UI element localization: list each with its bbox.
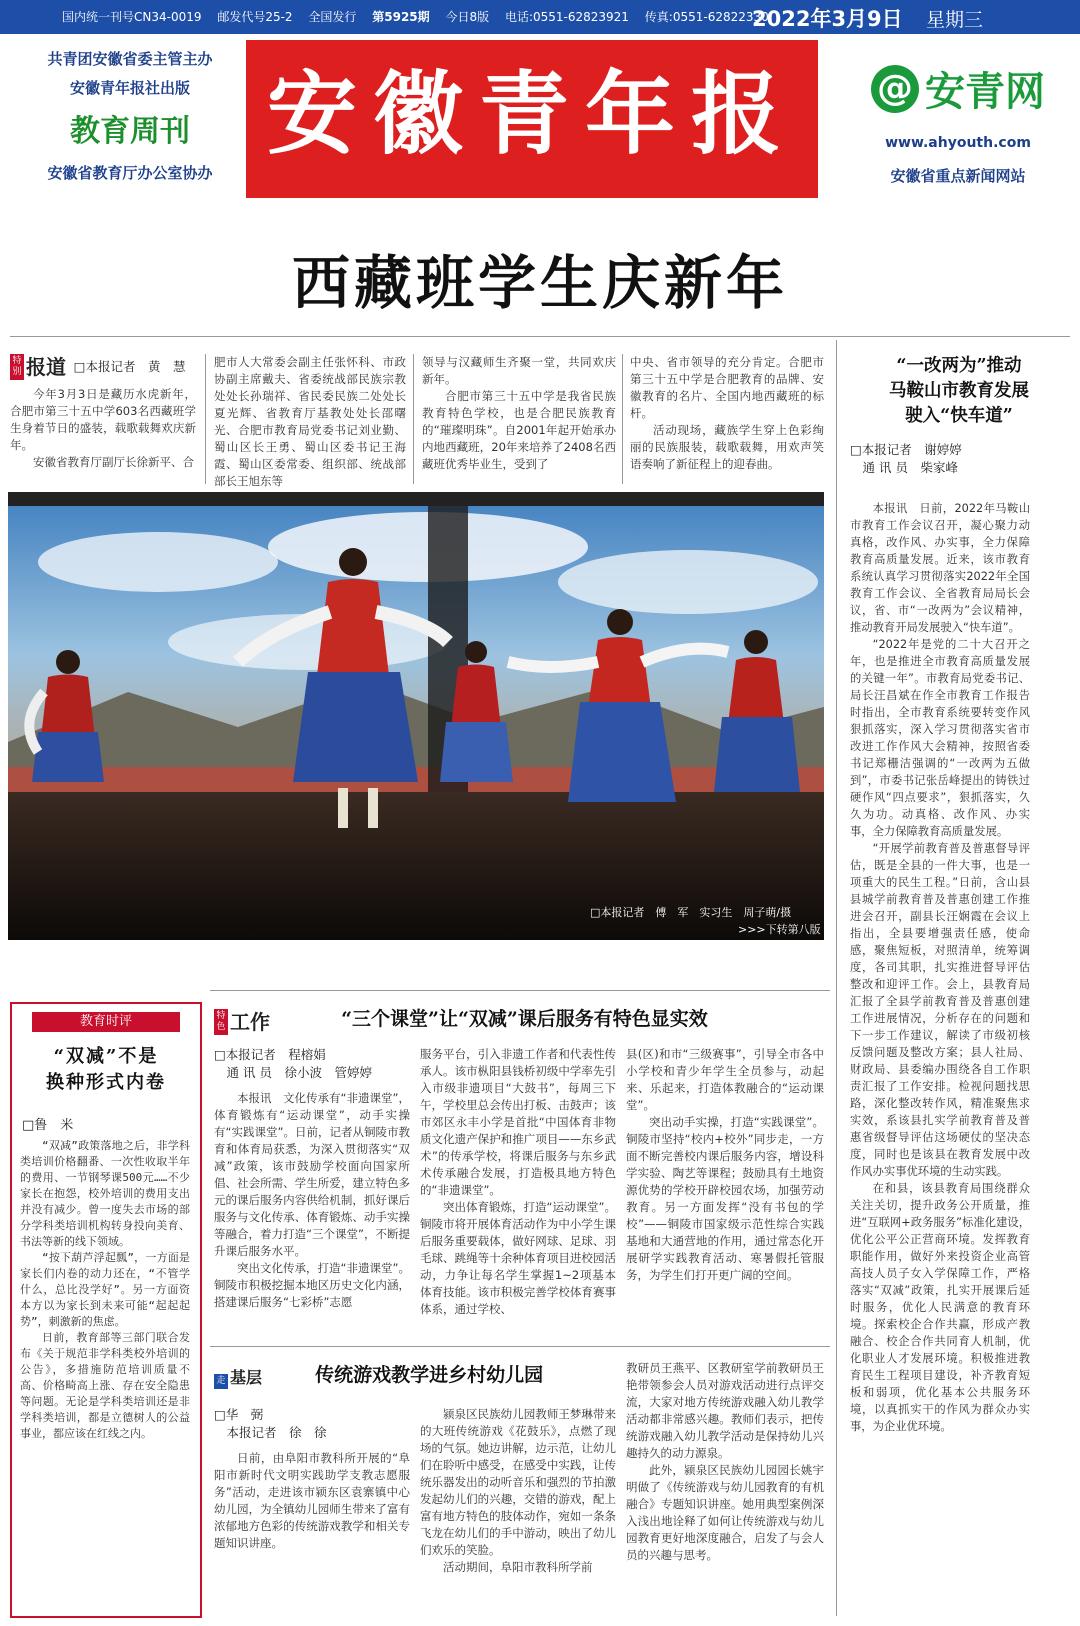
paragraph: 颍泉区民族幼儿园教师王梦琳带来的大班传统游戏《花鼓乐》，点燃了现场的气氛。她边讲解，边示范，让幼儿们在聆听中感受，在感受中实践，让传统乐器发出的动听音乐和强烈的节拍激发起幼儿们的兴趣，交错的游戏，配上富有地方特色的肢体动作，宛如一条条飞龙在幼儿们的手中游动，映出了幼儿们欢乐的笑脸。 bbox=[420, 1407, 616, 1557]
at-icon: @ bbox=[871, 65, 919, 113]
sponsor-text: 共青团安徽省委主管主办 bbox=[47, 50, 213, 68]
lead-col-4 bbox=[630, 354, 824, 473]
lead-headline: 西藏班学生庆新年 bbox=[291, 249, 788, 317]
masthead-left bbox=[30, 48, 230, 183]
paragraph: “2022年是党的二十大召开之年，也是推进全市教育高质量发展的关键一年”。市教育局党委书记、局长汪昌斌在作全市教育工作报告时指出，全市教育系统要转变作风狠抓落实，深入学习贯彻落实省市改进工作作风大会精神，按照省委书记郑栅洁强调的“一改两为五做到”，市委书记张岳峰提出的铸铁过硬作风“四点要求”，狠抓落实，久久为功。动真格、改作风、办实事，全力保障教育高质量发展。 bbox=[850, 638, 1030, 838]
commentary-author: □鲁 米 bbox=[22, 1118, 74, 1133]
lead-col-3 bbox=[422, 354, 616, 473]
side-byline: 通 讯 员 柴家峰 bbox=[850, 460, 958, 475]
lead-col-1 bbox=[10, 354, 196, 471]
paragraph: 活动期间，阜阳市教科所学前 bbox=[443, 1560, 593, 1574]
article-3-bylines bbox=[214, 1406, 410, 1442]
phone-text: 电话:0551-62823921 bbox=[504, 10, 629, 24]
side-article-body bbox=[850, 500, 1030, 1435]
article-3-title: 传统游戏教学进乡村幼儿园 bbox=[315, 1364, 544, 1386]
sidebar-divider bbox=[836, 340, 837, 1616]
article-2-col-3 bbox=[626, 1046, 824, 1284]
tag-word: 工作 bbox=[230, 1010, 270, 1034]
paragraph: 中央、省市领导的充分肯定。合肥市第三十五中学是合肥教育的品牌、安徽教育的名片、全国内地西藏班的标杆。 bbox=[630, 355, 824, 420]
tag-word: 基层 bbox=[230, 1367, 263, 1387]
site-logo bbox=[858, 60, 1058, 117]
byline: 通 讯 员 徐小波 管婷婷 bbox=[214, 1065, 372, 1080]
dance-photo bbox=[8, 492, 824, 940]
paragraph: 服务平台，引入非遗工作者和代表性传承人。该市枞阳县钱桥初级中学率先引入市级非遗项目“大鼓书”，每周三下午，学校里总会传出打板、击鼓声；该市郊区永丰小学是首批“中国体育非物质文化遗产保护和推广项目——东乡武术”的传承学校，将课后服务与东乡武术传承融合发展，打造极具地方特色的“非遗课堂”。 bbox=[420, 1047, 616, 1197]
paragraph: 县(区)和市“三级赛事”，引导全市各中小学校和青少年学生全员参与，动起来、乐起来，打造体教融合的“运动课堂”。 bbox=[626, 1047, 824, 1112]
issue-date: 2022年3月9日 bbox=[752, 7, 903, 31]
publication-info bbox=[62, 8, 781, 25]
divider bbox=[210, 1346, 830, 1347]
page-count: 今日8版 bbox=[445, 10, 490, 24]
article-3-col-1 bbox=[214, 1450, 410, 1552]
paragraph: 日前，由阜阳市教科所开展的“阜阳市新时代文明实践助学支教志愿服务”活动，走进该市颍东区袁寨镇中心幼儿园，为全镇幼儿园师生带来了富有浓郁地方色彩的传统游戏教学和相关专题知识讲座。 bbox=[214, 1451, 410, 1550]
site-description: 安徽省重点新闻网站 bbox=[890, 167, 1026, 185]
commentary-box bbox=[10, 1002, 202, 1618]
tag-box: 走 bbox=[214, 1374, 228, 1389]
postcode-text: 邮发代号25-2 bbox=[217, 10, 293, 24]
paragraph: 安徽省教育厅副厅长徐新平、合 bbox=[33, 455, 194, 469]
article-2-col-2 bbox=[420, 1046, 616, 1318]
issue-number: 第5925期 bbox=[372, 10, 430, 24]
issn-text: 国内统一刊号CN34-0019 bbox=[62, 10, 202, 24]
article-2-header bbox=[214, 1004, 824, 1035]
tag-word: 报道 bbox=[26, 355, 66, 379]
lead-col-2 bbox=[214, 354, 406, 490]
byline: □本报记者 程榕娟 bbox=[214, 1047, 326, 1062]
side-article-title bbox=[850, 354, 1068, 429]
special-report-tag bbox=[10, 354, 66, 380]
side-byline: □本报记者 谢婷婷 bbox=[850, 442, 962, 457]
tag-box: 特别 bbox=[10, 354, 24, 380]
paragraph: 肥市人大常委会副主任张怀科、市政协副主席戴夫、省委统战部民族宗教处处长孙瑞祥、省民委民族二处处长夏光辉、省教育厅基教处处长邵曙光、合肥市教育局党委书记刘业勤、蜀山区长王勇、蜀山区委书记王海霞、蜀山区委常委、组织部、统战部部长王旭东等 bbox=[214, 355, 406, 488]
masthead-right bbox=[858, 60, 1058, 186]
paragraph: 今年3月3日是藏历水虎新年，合肥市第三十五中学603名西藏班学生身着节日的盛装，载歌载舞欢庆新年。 bbox=[10, 387, 196, 452]
feature-work-tag bbox=[214, 1006, 270, 1035]
divider bbox=[210, 990, 830, 991]
paragraph: 活动现场，藏族学生穿上色彩绚丽的民族服装，载歌载舞，用欢声笑语奏响了新征程上的迎春曲。 bbox=[630, 423, 824, 471]
paragraph: 在和县，该县教育局围绕群众关注关切，提升政务公开质量，推进“互联网+政务服务”标准化建设，优化公平公正营商环境。发挥教育职能作用，做好外来投资企业高管高技人员子女入学保障工作，严格落实“双减”政策，扎实开展课后延时服务，优化人民满意的教育环境。探索校企合作共赢，形成产教融合、校企合作共同育人机制，优化职业人才发展环境。积极推进教育民生工程项目建设，补齐教育短板和弱项，优化基本公共服务环境，以真抓实干的作风为群众办实事，为企业优环境。 bbox=[850, 1182, 1030, 1433]
tag-box: 特色 bbox=[214, 1009, 228, 1035]
distribution-text: 全国发行 bbox=[308, 10, 357, 24]
grassroots-tag bbox=[214, 1365, 262, 1389]
article-2-col-1 bbox=[214, 1090, 410, 1311]
title-line: 换种形式内卷 bbox=[46, 1072, 166, 1093]
title-line: 驶入“快车道” bbox=[905, 406, 1013, 426]
paragraph: “开展学前教育普及普惠督导评估，既是全县的一件大事，也是一项重大的民生工程。”日前，含山县县城学前教育普及普惠创建工作推进会召开，副县长汪娴霞在会议上指出，全县要增强责任感，使命感，聚焦短板，对照清单，统筹调度，各司其职，扎实推进督导评估整改和迎评工作。会上，县教育局汇报了全县学前教育普及普惠创建工作进展情况，分析存在的问题和下一步工作建议，解读了市级初核反馈问题及整改方案；县人社局、财政局、县委编办围绕各自工作职责汇报了工作安排。检视问题找思路，深化整改转作风，精准聚焦求实效，系该县扎实学前教育普及普惠省级督导评估这场硬仗的坚决态度，同时也是该县在教育发展中改作风办实事优环境的生动实践。 bbox=[850, 842, 1030, 1178]
newspaper-masthead bbox=[246, 40, 818, 198]
continued-note: >>>下转第八版 bbox=[738, 923, 821, 936]
paragraph: 本报讯 文化传承有“非遗课堂”，体育锻炼有“运动课堂”，动手实操有“实践课堂”。日前，记者从铜陵市教育和体育局获悉，为深入贯彻落实“双减”政策，该市鼓励学校面向国家所倡、社会所需、学生所爱，建立特色多元的课后服务内容供给机制，抓好课后服务与文化传承、体育锻炼、动手实操等融合，着力打造“三个课堂”，不断提升课后服务水平。 bbox=[214, 1091, 410, 1258]
publisher-text: 安徽青年报社出版 bbox=[69, 79, 190, 97]
site-name: 安青网 bbox=[925, 68, 1045, 115]
paragraph: “双减”政策落地之后，非学科类培训价格翻番、一次性收取半年的费用、一节钢琴课500元……不少家长在抱怨，校外培训的费用支出并没有减少。曾一度失去市场的部分学科类培训机构转身投向美育、书法等新的线下领域。 bbox=[20, 1139, 190, 1248]
title-line: “双减”不是 bbox=[53, 1046, 159, 1067]
weekly-title: 教育周刊 bbox=[70, 114, 190, 149]
title-line: 马鞍山市教育发展 bbox=[889, 381, 1029, 401]
title-line: “一改两为”推动 bbox=[896, 356, 1022, 376]
paragraph: 教研员王燕平、区教研室学前教研员王艳带领参会人员对游戏活动进行点评交流，大家对地方传统游戏融入幼儿教学活动都非常感兴趣。教师们表示，把传统游戏融入幼儿教学活动是保持幼儿兴趣持久的动力源泉。 bbox=[626, 1361, 824, 1460]
article-3-col-3 bbox=[626, 1360, 824, 1564]
byline: □华 弼 bbox=[214, 1407, 264, 1422]
paragraph: 领导与汉藏师生齐聚一堂，共同欢庆新年。 bbox=[422, 355, 616, 386]
byline: 本报记者 徐 徐 bbox=[214, 1425, 327, 1440]
newspaper-title: 安徽青年报 bbox=[267, 61, 797, 167]
paragraph: 此外，颍泉区民族幼儿园园长姚宇明做了《传统游戏与幼儿园教育的有机融合》专题知识讲座。她用典型案例深入浅出地诠释了如何让传统游戏与幼儿园教育更好地深度融合，启发了与会人员的兴趣与思考。 bbox=[626, 1463, 824, 1562]
column-divider bbox=[413, 354, 414, 484]
top-info-bar bbox=[0, 0, 1080, 34]
article-2-title: “三个课堂”让“双减”课后服务有特色显实效 bbox=[341, 1008, 708, 1030]
paragraph: 突出体育锻炼，打造“运动课堂”。铜陵市将开展体育活动作为中小学生课后服务重要载体，做好网球、足球、羽毛球、跳绳等十余种体育项目进校园活动，力争让每名学生掌握1~2项基本体育技能。该市积极完善学校体育赛事体系，通过学校、 bbox=[420, 1200, 616, 1316]
paragraph: 本报讯 日前，2022年马鞍山市教育工作会议召开，凝心聚力动真格，改作风、办实事，全力保障教育高质量发展。近来，该市教育系统认真学习贯彻落实2022年全国教育工作会议、全省教育局局长会议，省、市“一改两为”会议精神，推动教育开局发展驶入“快车道”。 bbox=[850, 502, 1030, 634]
side-article bbox=[850, 354, 1068, 477]
paragraph: 日前，教育部等三部门联合发布《关于规范非学科类校外培训的公告》，多措施防范培训质量不高、价格畸高上涨、存在安全隐患等问题。无论是学科类培训还是非学科类培训，都是立德树人的公益事业，都应该在红线之内。 bbox=[20, 1331, 190, 1440]
paragraph: “按下葫芦浮起瓢”，一方面是家长们内卷的动力还在，“不管学什么，总比没学好”。另一方面资本方以为家长到未来可能“起起起势”，刺激新的焦虑。 bbox=[20, 1251, 190, 1328]
article-3-col-2 bbox=[420, 1406, 616, 1576]
lead-byline: □本报记者 黄 慧 bbox=[73, 358, 186, 374]
paragraph: 突出动手实操，打造“实践课堂”。铜陵市坚持“校内+校外”同步走，一方面不断完善校内课后服务内容，增设科学实验、陶艺等课程；鼓励具有土地资源优势的学校开辟校园农场，加强劳动教育。另一方面发挥“没有书包的学校”——铜陵市国家级示范性综合实践基地和大通营地的作用，通过常态化开展研学实践教育活动、寒暑假托管服务，为学生们打开更广阔的空间。 bbox=[626, 1115, 824, 1282]
column-divider bbox=[622, 354, 623, 484]
divider bbox=[10, 336, 1070, 337]
commentary-title bbox=[12, 1044, 200, 1096]
photo-credit: □本报记者 傅 军 实习生 周子萌/摄 bbox=[590, 906, 792, 919]
fax-text: 传真:0551-62822330 bbox=[644, 10, 769, 24]
site-url[interactable]: www.ahyouth.com bbox=[885, 135, 1031, 151]
issue-weekday: 星期三 bbox=[926, 9, 984, 31]
article-2-bylines bbox=[214, 1046, 410, 1082]
co-organizer-text: 安徽省教育厅办公室协办 bbox=[47, 164, 213, 182]
paragraph: 突出文化传承，打造“非遗课堂”。铜陵市积极挖掘本地区历史文化内涵，搭建课后服务“七彩桥”志愿 bbox=[214, 1261, 410, 1309]
commentary-body bbox=[20, 1138, 190, 1442]
commentary-header: 教育时评 bbox=[32, 1012, 180, 1032]
paragraph: 合肥市第三十五中学是我省民族教育特色学校，也是合肥民族教育的“璀璨明珠”。自2001年起开始承办内地西藏班，20年来培养了2408名西藏班优秀毕业生，受到了 bbox=[422, 389, 616, 471]
column-divider bbox=[205, 354, 206, 484]
